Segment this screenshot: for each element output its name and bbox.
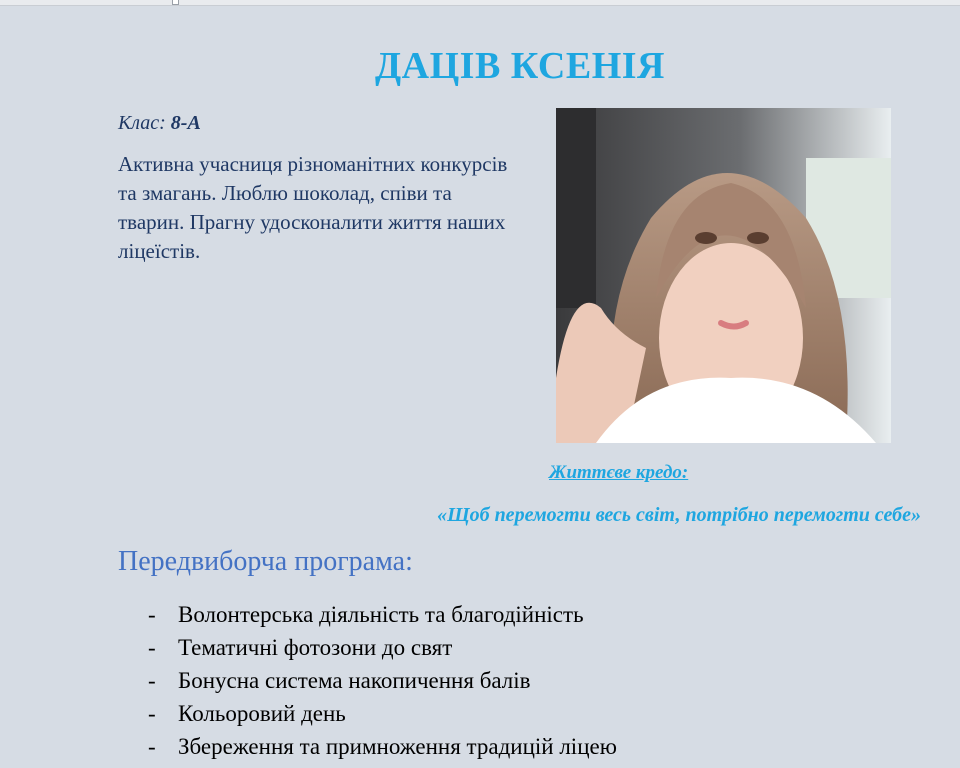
class-label: Клас: [118, 112, 166, 134]
class-line [118, 112, 201, 135]
credo-label: Життєве кредо: [549, 462, 689, 483]
candidate-bio: Активна учасниця різноманітних конкурсів та змагань. Люблю шоколад, співи та тварин. Прагну удосконалити життя наших ліцеїстів. [118, 152, 508, 263]
list-item-text: Бонусна система накопичення балів [178, 668, 531, 693]
program-title: Передвиборча програма: [118, 546, 413, 577]
list-item-text: Тематичні фотозони до свят [178, 635, 453, 660]
list-dash: - [148, 602, 156, 627]
list-dash: - [148, 734, 156, 759]
candidate-name-title: ДАЦІВ КСЕНІЯ [375, 45, 665, 87]
ruler-marker[interactable] [172, 0, 179, 5]
credo-quote: «Щоб перемогти весь світ, потрібно перемогти себе» [437, 504, 921, 526]
list-item-text: Волонтерська діяльність та благодійність [178, 602, 584, 627]
list-item [148, 664, 617, 697]
candidate-photo [556, 108, 891, 443]
class-value: 8-А [170, 112, 201, 134]
list-item [148, 598, 617, 631]
list-dash: - [148, 701, 156, 726]
list-item-text: Збереження та примноження традицій ліцею [178, 734, 617, 759]
ruler-bar [0, 0, 960, 6]
list-item [148, 730, 617, 763]
list-item [148, 631, 617, 664]
list-item [148, 697, 617, 730]
list-item-text: Кольоровий день [178, 701, 346, 726]
program-list [148, 598, 617, 763]
list-dash: - [148, 668, 156, 693]
list-dash: - [148, 635, 156, 660]
